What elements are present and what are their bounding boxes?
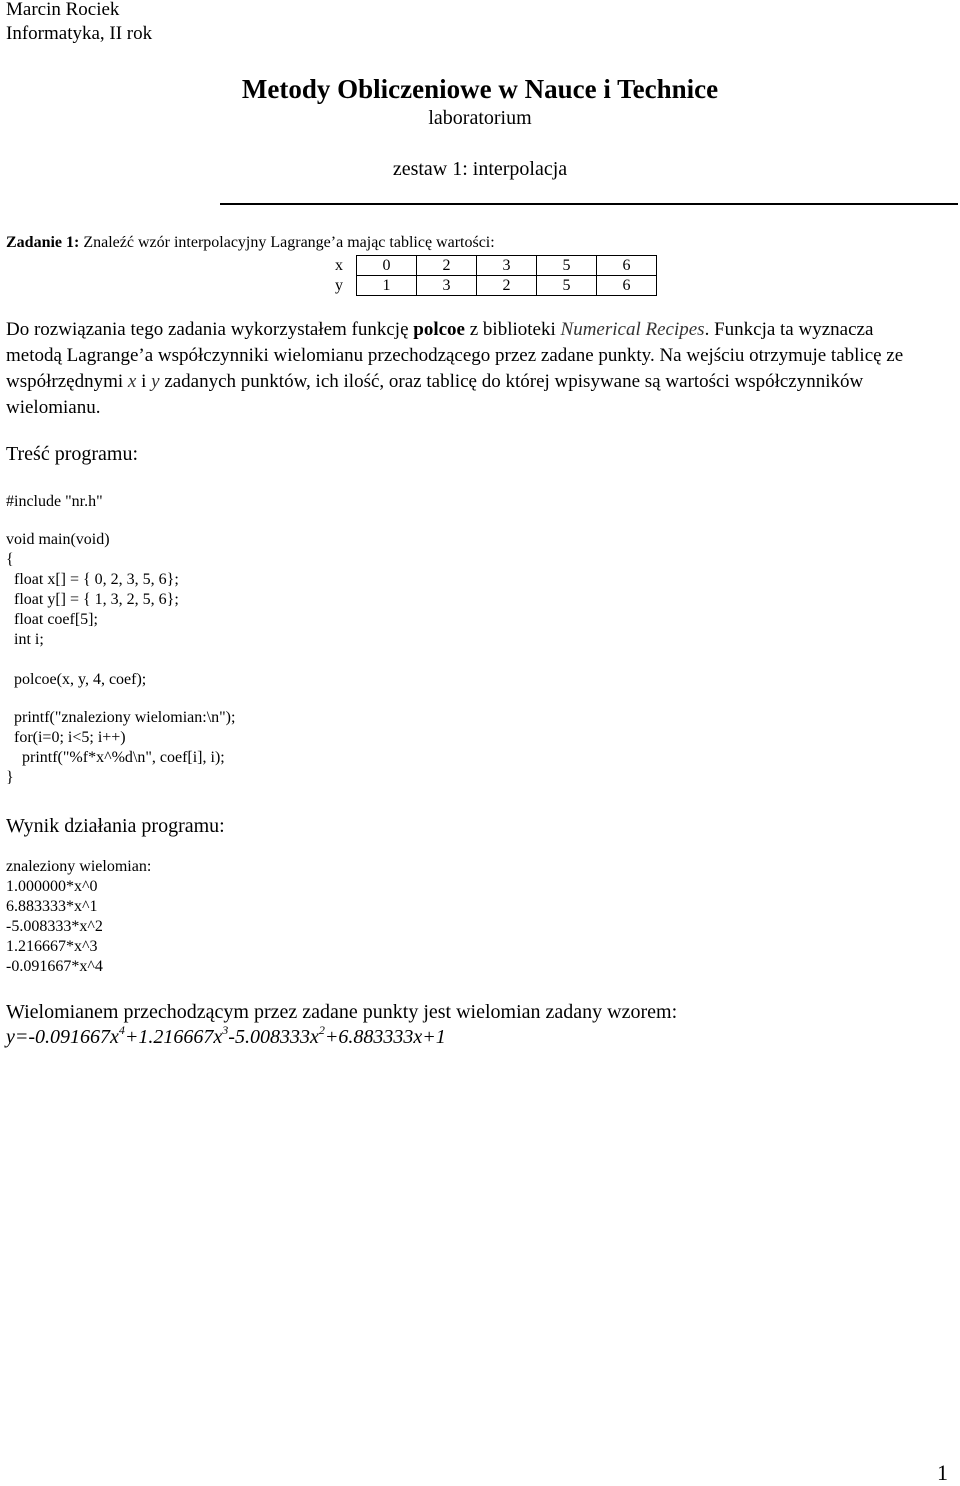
assignment-set: zestaw 1: interpolacja <box>392 158 568 180</box>
table-cell: 1 <box>357 276 417 296</box>
table-cell: 3 <box>477 256 537 276</box>
table-cell: 3 <box>417 276 477 296</box>
code-line: float y[] = { 1, 3, 2, 5, 6}; <box>6 591 179 608</box>
title-divider <box>220 203 958 205</box>
table-cell: 0 <box>357 256 417 276</box>
para-text: i <box>136 371 152 392</box>
output-line: 1.000000*x^0 <box>6 878 98 895</box>
course-year: Informatyka, II rok <box>6 23 153 44</box>
code-line: polcoe(x, y, 4, coef); <box>6 671 147 688</box>
table-row <box>322 276 657 296</box>
description-paragraph <box>6 317 926 421</box>
author-name: Marcin Rociek <box>6 0 120 20</box>
para-text: zadanych punktów, ich ilość, oraz tablicę do której wpisywane są wartości współczynników wielomianu. <box>6 371 864 418</box>
table-cell: 5 <box>537 276 597 296</box>
formula-term: +1.216667x <box>124 1026 223 1048</box>
task-label: Zadanie 1: <box>6 234 80 251</box>
para-text: . Funkcja ta wyznacza metodą Lagrange’a współczynniki wielomianu przechodzącego przez zadane punkty. Na wejściu otrzymuje tablicę ze współrzędnymi <box>6 319 904 392</box>
output-line: -0.091667*x^4 <box>6 958 103 975</box>
output-line: 6.883333*x^1 <box>6 898 98 915</box>
task-text: Znaleźć wzór interpolacyjny Lagrange’a mając tablicę wartości: <box>79 234 495 251</box>
code-line: float coef[5]; <box>6 611 98 628</box>
document-title: Metody Obliczeniowe w Nauce i Technice <box>241 74 719 104</box>
program-heading: Treść programu: <box>6 443 139 465</box>
code-line: #include "nr.h" <box>6 493 103 510</box>
code-line: int i; <box>6 631 44 648</box>
table-cell: 5 <box>537 256 597 276</box>
library-name: Numerical Recipes <box>560 319 705 340</box>
code-line: { <box>6 551 14 568</box>
table-cell: 2 <box>477 276 537 296</box>
polynomial-formula <box>6 1024 446 1050</box>
result-heading: Wynik działania programu: <box>6 815 225 837</box>
var-x: x <box>127 371 137 392</box>
formula-exponent: 4 <box>118 1023 125 1037</box>
formula-term: -5.008333x <box>228 1026 319 1048</box>
row-header-y: y <box>322 276 357 296</box>
table-cell: 6 <box>597 276 657 296</box>
code-line: float x[] = { 0, 2, 3, 5, 6}; <box>6 571 179 588</box>
code-line: printf("znaleziony wielomian:\n"); <box>6 709 236 726</box>
table-cell: 2 <box>417 256 477 276</box>
para-text: z biblioteki <box>465 319 561 340</box>
output-line: 1.216667*x^3 <box>6 938 98 955</box>
task-statement <box>6 233 495 253</box>
page-number: 1 <box>937 1460 948 1485</box>
var-y: y <box>151 371 160 392</box>
code-line: for(i=0; i<5; i++) <box>6 729 126 746</box>
para-text: Do rozwiązania tego zadania wykorzystałem funkcję <box>6 319 414 340</box>
function-name: polcoe <box>413 319 465 340</box>
output-line: znaleziony wielomian: <box>6 858 152 875</box>
formula-term: +6.883333x+1 <box>324 1026 446 1048</box>
code-line: void main(void) <box>6 531 110 548</box>
row-header-x: x <box>322 256 357 276</box>
table-cell: 6 <box>597 256 657 276</box>
formula-exponent: 3 <box>222 1023 229 1037</box>
code-line: } <box>6 769 14 786</box>
formula-term: y=-0.091667x <box>6 1026 119 1048</box>
document-subtitle: laboratorium <box>428 107 532 129</box>
formula-exponent: 2 <box>318 1023 325 1037</box>
conclusion-text: Wielomianem przechodzącym przez zadane punkty jest wielomian zadany wzorem: <box>6 1001 678 1023</box>
output-line: -5.008333*x^2 <box>6 918 103 935</box>
table-row <box>322 256 657 276</box>
values-table <box>322 255 657 296</box>
code-line: printf("%f*x^%d\n", coef[i], i); <box>6 749 225 766</box>
